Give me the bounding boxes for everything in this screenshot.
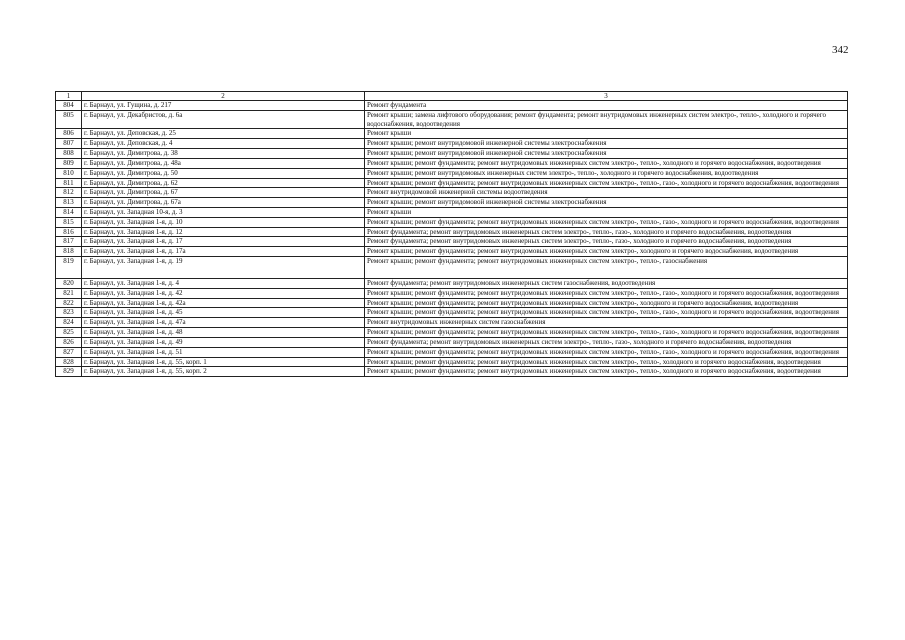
table-row [56, 188, 848, 198]
row-works: Ремонт крыши; ремонт фундамента; ремонт внутридомовых инженерных систем электро-, тепло-, газо-, холодного и горячего водоснабжения, водоотведения [365, 178, 848, 188]
row-number: 829 [56, 367, 82, 377]
row-address: г. Барнаул, ул. Западная 1-я, д. 55, корп. 2 [82, 367, 365, 377]
row-address: г. Барнаул, ул. Димитрова, д. 50 [82, 168, 365, 178]
table-row [56, 308, 848, 318]
row-works: Ремонт крыши; ремонт фундамента; ремонт внутридомовых инженерных систем электро-, тепло-, газо-, холодного и горячего водоснабжения, водоотведения [365, 347, 848, 357]
row-address: г. Барнаул, ул. Западная 1-я, д. 48 [82, 328, 365, 338]
row-number: 817 [56, 237, 82, 247]
row-works: Ремонт крыши [365, 129, 848, 139]
table-row [56, 139, 848, 149]
table-row [56, 257, 848, 279]
row-number: 807 [56, 139, 82, 149]
table-row [56, 237, 848, 247]
row-number: 821 [56, 288, 82, 298]
row-address: г. Барнаул, ул. Димитрова, д. 67 [82, 188, 365, 198]
row-address: г. Барнаул, ул. Западная 1-я, д. 10 [82, 217, 365, 227]
table-row [56, 168, 848, 178]
table-row [56, 247, 848, 257]
table-row [56, 158, 848, 168]
row-works: Ремонт внутридомовой инженерной системы водоотведения [365, 188, 848, 198]
table-body [56, 101, 848, 377]
row-address: г. Барнаул, ул. Западная 1-я, д. 47а [82, 318, 365, 328]
row-number: 809 [56, 158, 82, 168]
row-number: 823 [56, 308, 82, 318]
table-row [56, 129, 848, 139]
row-address: г. Барнаул, ул. Западная 1-я, д. 42а [82, 298, 365, 308]
table-row [56, 149, 848, 159]
row-address: г. Барнаул, ул. Западная 1-я, д. 17а [82, 247, 365, 257]
row-works: Ремонт фундамента; ремонт внутридомовых инженерных систем электро-, тепло-, газо-, холодного и горячего водоснабжения, водоотведения [365, 337, 848, 347]
row-works: Ремонт крыши; ремонт фундамента; ремонт внутридомовых инженерных систем электро-, тепло-, холодного и горячего водоснабжения, водоотведения [365, 357, 848, 367]
table-row [56, 337, 848, 347]
row-number: 806 [56, 129, 82, 139]
works-registry-table [55, 91, 848, 377]
table-row [56, 198, 848, 208]
column-header-3: 3 [365, 92, 848, 101]
row-address: г. Барнаул, ул. Западная 1-я, д. 45 [82, 308, 365, 318]
row-address: г. Барнаул, ул. Димитрова, д. 62 [82, 178, 365, 188]
row-address: г. Барнаул, ул. Западная 1-я, д. 49 [82, 337, 365, 347]
row-address: г. Барнаул, ул. Западная 1-я, д. 19 [82, 257, 365, 279]
row-number: 816 [56, 227, 82, 237]
page-number: 342 [832, 44, 849, 56]
row-address: г. Барнаул, ул. Западная 1-я, д. 4 [82, 279, 365, 289]
row-number: 819 [56, 257, 82, 279]
row-works: Ремонт фундамента; ремонт внутридомовых инженерных систем электро-, тепло-, газо-, холодного и горячего водоснабжения, водоотведения [365, 227, 848, 237]
column-header-1: 1 [56, 92, 82, 101]
row-number: 828 [56, 357, 82, 367]
row-number: 811 [56, 178, 82, 188]
row-number: 805 [56, 110, 82, 129]
row-address: г. Барнаул, ул. Западная 1-я, д. 12 [82, 227, 365, 237]
row-number: 825 [56, 328, 82, 338]
row-number: 820 [56, 279, 82, 289]
row-works: Ремонт крыши; ремонт внутридомовой инженерной системы электроснабжения [365, 149, 848, 159]
row-number: 804 [56, 101, 82, 111]
table-row [56, 357, 848, 367]
row-address: г. Барнаул, ул. Западная 1-я, д. 17 [82, 237, 365, 247]
row-address: г. Барнаул, ул. Западная 1-я, д. 51 [82, 347, 365, 357]
row-address: г. Барнаул, ул. Гущина, д. 217 [82, 101, 365, 111]
row-number: 824 [56, 318, 82, 328]
table-row [56, 207, 848, 217]
row-number: 813 [56, 198, 82, 208]
row-number: 827 [56, 347, 82, 357]
row-works: Ремонт фундамента; ремонт внутридомовых инженерных систем газоснабжения, водоотведения [365, 279, 848, 289]
table-row [56, 217, 848, 227]
row-number: 812 [56, 188, 82, 198]
row-works: Ремонт крыши; ремонт фундамента; ремонт внутридомовых инженерных систем электро-, тепло-, газо-, холодного и горячего водоснабжения, водоотведения [365, 217, 848, 227]
table-row [56, 347, 848, 357]
row-address: г. Барнаул, ул. Западная 10-я, д. 3 [82, 207, 365, 217]
row-address: г. Барнаул, ул. Димитрова, д. 48а [82, 158, 365, 168]
table-row [56, 101, 848, 111]
table-row [56, 298, 848, 308]
row-works: Ремонт крыши; ремонт внутридомовой инженерной системы электроснабжения [365, 198, 848, 208]
row-works: Ремонт крыши; ремонт фундамента; ремонт внутридомовых инженерных систем электро-, тепло-, газо-, холодного и горячего водоснабжения, водоотведения [365, 308, 848, 318]
row-number: 818 [56, 247, 82, 257]
row-number: 810 [56, 168, 82, 178]
row-works: Ремонт крыши; ремонт фундамента; ремонт внутридомовых инженерных систем электро-, холодного и горячего водоснабжения, водоотведения [365, 298, 848, 308]
row-works: Ремонт фундамента [365, 101, 848, 111]
row-address: г. Барнаул, ул. Деповская, д. 25 [82, 129, 365, 139]
column-number-row [56, 92, 848, 101]
row-address: г. Барнаул, ул. Деповская, д. 4 [82, 139, 365, 149]
table-row [56, 110, 848, 129]
row-number: 808 [56, 149, 82, 159]
row-number: 826 [56, 337, 82, 347]
table-row [56, 318, 848, 328]
table-row [56, 288, 848, 298]
row-number: 822 [56, 298, 82, 308]
row-works: Ремонт крыши; замена лифтового оборудования; ремонт фундамента; ремонт внутридомовых инженерных систем электро-, тепло-, холодного и горячего водоснабжения, водоотведения [365, 110, 848, 129]
row-works: Ремонт крыши; ремонт фундамента; ремонт внутридомовых инженерных систем электро-, тепло-, газо-, холодного и горячего водоснабжения, водоотведения [365, 288, 848, 298]
table-row [56, 367, 848, 377]
row-works: Ремонт крыши; ремонт фундамента; ремонт внутридомовых инженерных систем электро-, тепло-, газо-, холодного и горячего водоснабжения, водоотведения [365, 328, 848, 338]
row-address: г. Барнаул, ул. Димитрова, д. 67а [82, 198, 365, 208]
row-address: г. Барнаул, ул. Декабристов, д. 6а [82, 110, 365, 129]
row-works: Ремонт внутридомовых инженерных систем газоснабжения [365, 318, 848, 328]
table-row [56, 279, 848, 289]
row-number: 814 [56, 207, 82, 217]
row-address: г. Барнаул, ул. Димитрова, д. 38 [82, 149, 365, 159]
row-address: г. Барнаул, ул. Западная 1-я, д. 42 [82, 288, 365, 298]
row-works: Ремонт крыши [365, 207, 848, 217]
row-works: Ремонт крыши; ремонт внутридомовых инженерных систем электро-, тепло-, холодного и горячего водоснабжения, водоотведения [365, 168, 848, 178]
table-row [56, 178, 848, 188]
row-works: Ремонт крыши; ремонт фундамента; ремонт внутридомовых инженерных систем электро-, холодного и горячего водоснабжения, водоотведения [365, 247, 848, 257]
column-header-2: 2 [82, 92, 365, 101]
row-number: 815 [56, 217, 82, 227]
row-works: Ремонт крыши; ремонт фундамента; ремонт внутридомовых инженерных систем электро-, тепло-, газоснабжения [365, 257, 848, 279]
table-row [56, 328, 848, 338]
row-works: Ремонт крыши; ремонт внутридомовой инженерной системы электроснабжения [365, 139, 848, 149]
row-works: Ремонт фундамента; ремонт внутридомовых инженерных систем электро-, тепло-, газо-, холодного и горячего водоснабжения, водоотведения [365, 237, 848, 247]
row-works: Ремонт крыши; ремонт фундамента; ремонт внутридомовых инженерных систем электро-, тепло-, холодного и горячего водоснабжения, водоотведения [365, 367, 848, 377]
row-works: Ремонт крыши; ремонт фундамента; ремонт внутридомовых инженерных систем электро-, тепло-, холодного и горячего водоснабжения, водоотведения [365, 158, 848, 168]
table-row [56, 227, 848, 237]
row-address: г. Барнаул, ул. Западная 1-я, д. 55, корп. 1 [82, 357, 365, 367]
